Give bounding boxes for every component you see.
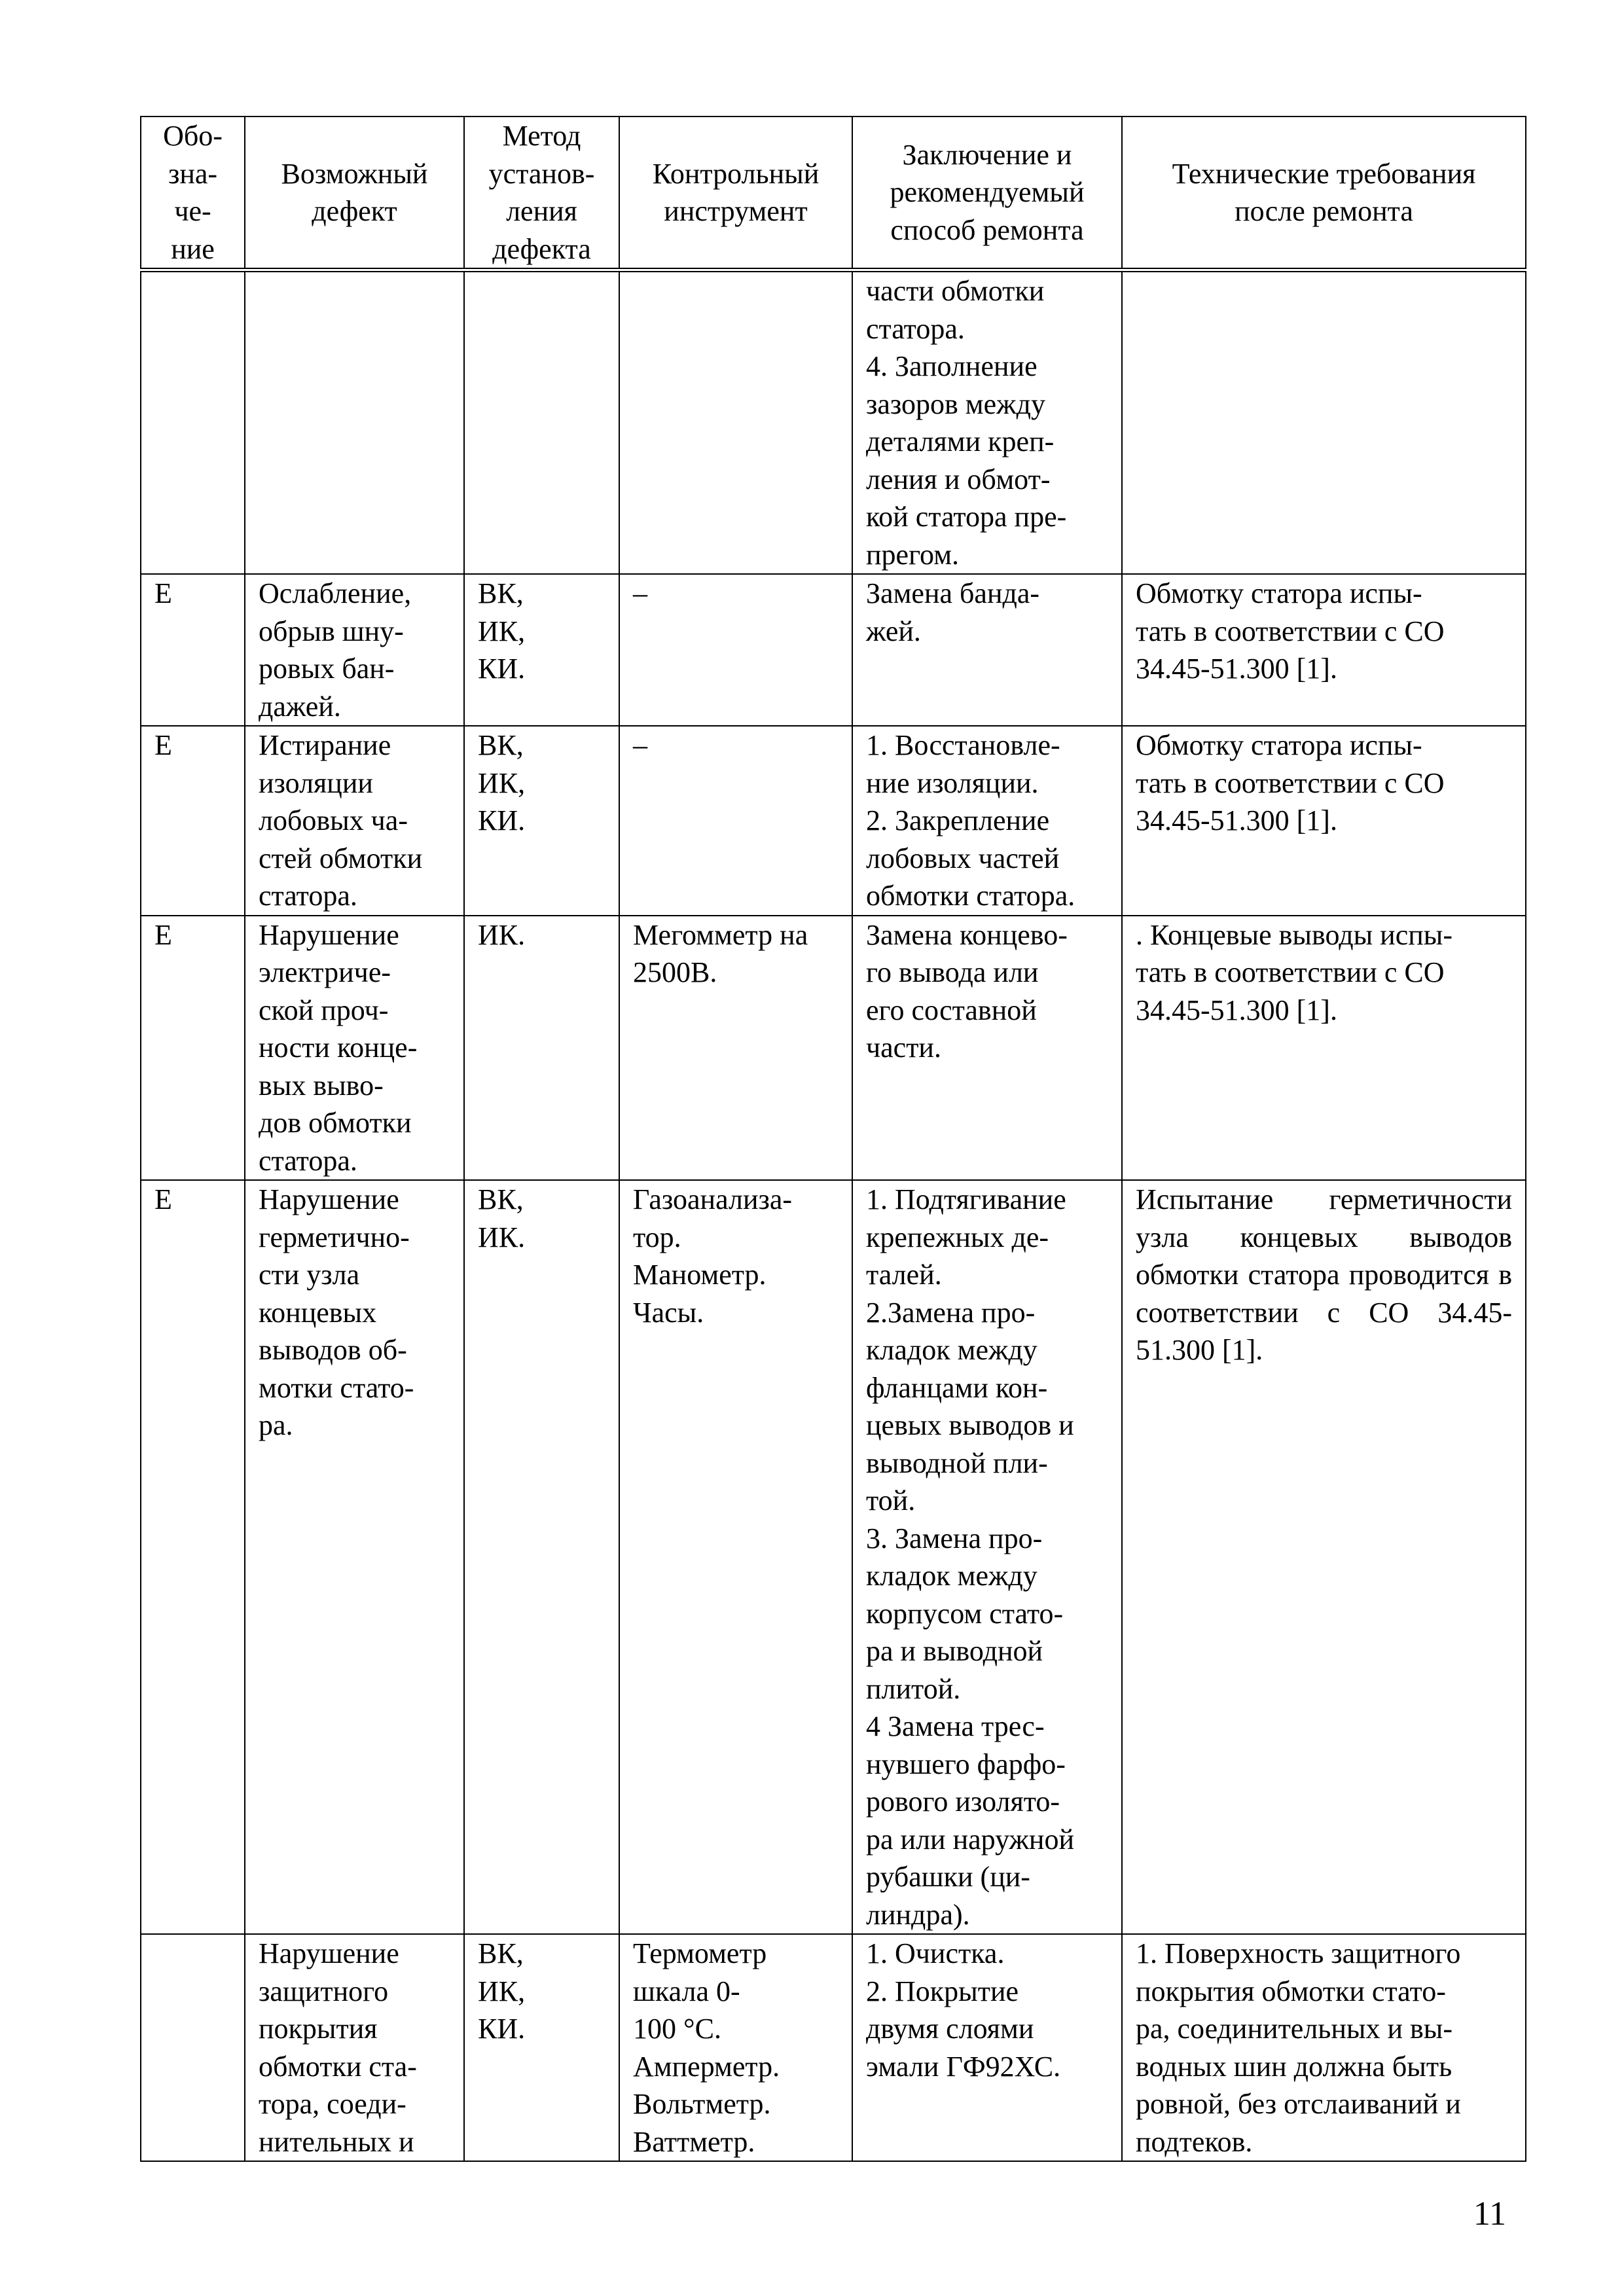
cell-requirements: 1. Поверхность защитного покрытия обмотки стато- ра, соединительных и вы- водных шин должна быть ровной, без отслаиваний и подтеков. bbox=[1122, 1934, 1526, 2161]
table-row bbox=[141, 916, 1526, 1181]
defects-table bbox=[140, 116, 1526, 2162]
page-number: 11 bbox=[1473, 2195, 1506, 2233]
cell-requirements: Обмотку статора испы- тать в соответствии с СО 34.45-51.300 [1]. bbox=[1122, 574, 1526, 726]
table-row bbox=[141, 270, 1526, 575]
cell-designation: Е bbox=[141, 574, 245, 726]
cell-designation: Е bbox=[141, 1180, 245, 1934]
cell-instrument: Термометр шкала 0- 100 °С. Амперметр. Вольтметр. Ваттметр. bbox=[619, 1934, 852, 2161]
cell-instrument: – bbox=[619, 574, 852, 726]
cell-instrument: Мегомметр на 2500В. bbox=[619, 916, 852, 1181]
cell-instrument: Газоанализа- тор. Манометр. Часы. bbox=[619, 1180, 852, 1934]
table-row bbox=[141, 574, 1526, 726]
cell-repair: Замена банда- жей. bbox=[852, 574, 1122, 726]
cell-defect: Истирание изоляции лобовых ча- стей обмотки статора. bbox=[245, 726, 464, 916]
cell-requirements bbox=[1122, 270, 1526, 575]
cell-repair: части обмотки статора. 4. Заполнение зазоров между деталями креп- ления и обмот- кой статора пре- прегом. bbox=[852, 270, 1122, 575]
header-requirements: Технические требования после ремонта bbox=[1122, 117, 1526, 270]
cell-repair: 1. Подтягивание крепежных де- талей. 2.Замена про- кладок между фланцами кон- цевых выводов и выводной пли- той. 3. Замена про- кладок между корпусом стато- ра и выводной плитой. 4 Замена трес- нувшего фарфо- рового изолято- ра или наружной рубашки (ци- линдра). bbox=[852, 1180, 1122, 1934]
cell-defect: Ослабление, обрыв шну- ровых бан- дажей. bbox=[245, 574, 464, 726]
cell-defect bbox=[245, 270, 464, 575]
cell-method bbox=[464, 270, 619, 575]
header-method: Метод установ- ления дефекта bbox=[464, 117, 619, 270]
table-row bbox=[141, 1180, 1526, 1934]
cell-repair: 1. Очистка. 2. Покрытие двумя слоями эмали ГФ92ХС. bbox=[852, 1934, 1122, 2161]
header-repair: Заключение и рекомендуемый способ ремонта bbox=[852, 117, 1122, 270]
header-instrument: Контрольный инструмент bbox=[619, 117, 852, 270]
cell-method: ИК. bbox=[464, 916, 619, 1181]
table-row bbox=[141, 726, 1526, 916]
cell-designation bbox=[141, 1934, 245, 2161]
table-row bbox=[141, 1934, 1526, 2161]
cell-requirements: Испытание герметичности узла концевых выводов обмотки статора проводится в соответствии с СО 34.45-51.300 [1]. bbox=[1122, 1180, 1526, 1934]
cell-repair: Замена концево- го вывода или его составной части. bbox=[852, 916, 1122, 1181]
cell-requirements: . Концевые выводы испы- тать в соответствии с СО 34.45-51.300 [1]. bbox=[1122, 916, 1526, 1181]
cell-instrument: – bbox=[619, 726, 852, 916]
cell-repair: 1. Восстановле- ние изоляции. 2. Закрепление лобовых частей обмотки статора. bbox=[852, 726, 1122, 916]
cell-defect: Нарушение герметично- сти узла концевых выводов об- мотки стато- ра. bbox=[245, 1180, 464, 1934]
header-designation: Обо- зна- че- ние bbox=[141, 117, 245, 270]
cell-method: ВК, ИК. bbox=[464, 1180, 619, 1934]
cell-instrument bbox=[619, 270, 852, 575]
cell-method: ВК, ИК, КИ. bbox=[464, 574, 619, 726]
cell-designation: Е bbox=[141, 916, 245, 1181]
cell-designation: Е bbox=[141, 726, 245, 916]
cell-requirements: Обмотку статора испы- тать в соответствии с СО 34.45-51.300 [1]. bbox=[1122, 726, 1526, 916]
cell-method: ВК, ИК, КИ. bbox=[464, 726, 619, 916]
cell-defect: Нарушение электриче- ской проч- ности конце- вых выво- дов обмотки статора. bbox=[245, 916, 464, 1181]
cell-defect: Нарушение защитного покрытия обмотки ста- тора, соеди- нительных и bbox=[245, 1934, 464, 2161]
cell-method: ВК, ИК, КИ. bbox=[464, 1934, 619, 2161]
header-row bbox=[141, 117, 1526, 270]
cell-designation bbox=[141, 270, 245, 575]
header-defect: Возможный дефект bbox=[245, 117, 464, 270]
